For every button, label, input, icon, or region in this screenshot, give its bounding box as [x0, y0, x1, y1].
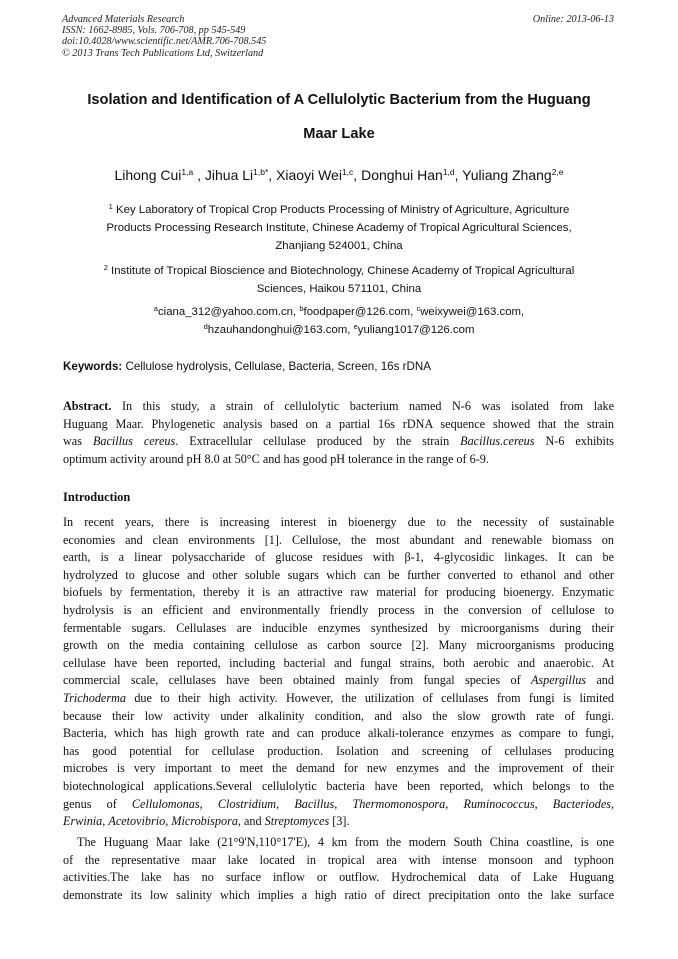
keywords-text: Cellulose hydrolysis, Cellulase, Bacteria, Screen, 16s rDNA	[125, 360, 431, 373]
abstract-text: N-6 exhibits	[534, 434, 614, 449]
journal-name: Advanced Materials Research	[62, 14, 185, 25]
genus-name: Streptomyces	[264, 814, 330, 829]
author-affiliation-mark: 1,c	[341, 167, 354, 177]
email-address[interactable]: ciana_312@yahoo.com.cn	[157, 306, 294, 318]
online-date: Online: 2013-06-13	[532, 14, 614, 25]
separator: ,	[445, 796, 464, 811]
body-line: fermentable sugars. Cellulases are inducible enzymes synthesized by microorganisms during their	[63, 620, 614, 635]
author-affiliation-mark: 2,e	[551, 167, 564, 177]
citation: [3].	[329, 814, 350, 829]
genus-name: Ruminococcus	[463, 796, 535, 811]
author-name: Yuliang Zhang	[462, 167, 552, 183]
abstract-text: optimum activity around pH 8.0 at 50°C and has good pH tolerance in the range of 6-9.	[63, 451, 489, 466]
body-line: activities.The lake has no surface inflow or outflow. Hydrochemical data of Lake Huguang	[63, 870, 614, 885]
abstract	[63, 398, 614, 468]
body-line: cellulase have been reported, including bacterial and fungal strains, both aerobic and anaerobic. At	[63, 655, 614, 670]
genus-name: Clostridium	[217, 796, 277, 811]
author-name: Donghui Han	[361, 167, 443, 183]
body-line: because their low activity under alkalinity condition, and also the slow growth rate of fungi.	[63, 708, 614, 723]
journal-header	[62, 14, 614, 59]
separator: ,	[102, 814, 109, 829]
intro-paragraph-2	[63, 834, 614, 904]
separator: ,	[276, 796, 295, 811]
body-line: has good potential for cellulase production. Isolation and screening of cellulases producing	[63, 743, 614, 758]
author-name: Lihong Cui	[114, 167, 182, 183]
email-mark: b	[299, 304, 304, 313]
body-line: economies and clean environments [1]. Cellulose, the most abundant and renewable biomass on	[63, 532, 614, 547]
abstract-text: was	[63, 434, 93, 449]
author-list: Lihong Cui$^{1,a}$ , Jihua $Li^{1,b*}$, Xiaoyi Wei$^{1,c}$, Donghui Han$^{1,d}$, Yuliang Zhang$^{2,e}$	[114, 167, 564, 183]
genus-name: Erwinia	[63, 814, 103, 829]
body-line: The Huguang Maar lake (21°9'N,110°17'E), 4 km from the modern South China coastline, is one	[77, 835, 614, 849]
body-line: earth, is a linear polysaccharide of glucose residues with β-1, 4-glycosidic linkages. It can be	[63, 550, 614, 565]
body-line: hydrolyzed to glucose and other soluble sugars which can be further converted to ethanol and other	[63, 567, 614, 582]
affiliation-number: 2	[103, 263, 108, 272]
genus-name: Thermomonospora	[352, 796, 446, 811]
affiliation-line: Products Processing Research Institute, Chinese Academy of Tropical Agricultural Sciences,	[106, 222, 572, 234]
affiliation-2	[60, 262, 618, 298]
genus-name: Bacillus	[294, 796, 335, 811]
affiliation-line: Zhanjiang 524001, China	[275, 240, 403, 252]
body-line: genus of	[63, 796, 132, 811]
author-affiliation-mark: 1,d	[442, 167, 455, 177]
email-mark: d	[203, 322, 208, 331]
body-line: and	[586, 673, 614, 688]
section-heading-introduction: Introduction	[63, 490, 131, 504]
body-line: microbes is very important to meet the demand for new enzymes and the improvement of their	[63, 761, 614, 776]
body-line: hydrolysis is an efficient and environmentally friendly process in the conversion of cellulose to	[63, 602, 614, 617]
affiliation-line: Institute of Tropical Bioscience and Biotechnology, Chinese Academy of Tropical Agricultural	[111, 265, 575, 277]
separator: ,	[334, 796, 353, 811]
genus-name: Bacteriodes	[552, 796, 612, 811]
author-affiliation-mark: 1,a	[181, 167, 194, 177]
keywords-label: Keywords:	[63, 360, 123, 373]
separator: , and	[237, 814, 265, 829]
body-line: biofuels by fermentation, thereby it is an attractive raw material for producing bioenergy. Enzymatic	[63, 585, 614, 600]
doi-line[interactable]: doi:10.4028/www.scientific.net/AMR.706-708.545	[62, 36, 267, 48]
body-line: demonstrate its low salinity which implies a high ratio of direct precipitation onto the lake surface	[63, 887, 614, 902]
email-mark: c	[416, 304, 421, 313]
genus-name: Trichoderma	[63, 690, 126, 705]
genus-name: Aspergillus	[530, 673, 587, 688]
author-name: Jihua Li	[204, 167, 254, 183]
issn-line: ISSN: 1662-8985, Vols. 706-708, pp 545-549	[62, 25, 246, 37]
genus-name: Acetovibrio	[108, 814, 166, 829]
email-address[interactable]: yuliang1017@126.com	[357, 324, 475, 336]
abstract-text: In this study, a strain of cellulolytic bacterium named N-6 was isolated from lake	[121, 399, 614, 413]
separator: ,	[165, 814, 172, 829]
author-affiliation-mark: 1,b*	[253, 167, 269, 177]
email-address[interactable]: weixywei@163.com	[420, 306, 522, 318]
body-line: growth on the media containing cellulose as carbon source [2]. Many microorganisms producing	[63, 638, 614, 653]
abstract-text: Huguang Maar. Phylogenetic analysis based on a partial 16s rDNA sequence showed that the strain	[63, 416, 614, 431]
affiliation-number: 1	[108, 202, 113, 211]
body-line: In recent years, there is increasing interest in bioenergy due to the necessity of sustainable	[63, 515, 614, 529]
paper-title-line-1: Isolation and Identification of A Cellulolytic Bacterium from the Huguang	[87, 92, 591, 108]
separator: ,	[611, 796, 615, 811]
body-line: due to their high activity. However, the utilization of cellulases from fungi is limited	[125, 690, 614, 705]
paper-title-line-2: Maar Lake	[303, 126, 375, 142]
affiliation-1	[60, 201, 618, 255]
body-line: Bacteria, which has high growth rate and can produce alkali-tolerance enzymes as compare to fungi,	[63, 726, 614, 741]
email-list: $^a$ciana_312@yahoo.com.cn, $^b$foodpaper@126.com, $^c$weixywei@163.com, $^d$hzauhandonghui@163.com, $^e$yuliang1017@126.com	[153, 304, 525, 336]
separator: ,	[534, 796, 553, 811]
email-address[interactable]: foodpaper@126.com	[303, 306, 411, 318]
body-line: commercial scale, cellulases have been obtained mainly from fungal species of	[63, 673, 531, 688]
email-mark: a	[153, 304, 158, 313]
genus-name: Microbispora	[171, 814, 238, 829]
species-name: Bacillus cereus	[92, 434, 176, 449]
abstract-text: . Extracellular cellulase produced by the strain	[175, 434, 461, 449]
email-mark: e	[353, 322, 358, 331]
affiliation-line: Sciences, Haikou 571101, China	[256, 283, 422, 295]
intro-paragraph-1	[63, 514, 614, 831]
body-line: biotechnological applications.Several cellulolytic bacteria have been reported, which belongs to the	[63, 778, 614, 793]
author-name: Xiaoyi Wei	[276, 167, 342, 183]
genus-name: Cellulomonas	[131, 796, 200, 811]
copyright-line: © 2013 Trans Tech Publications Ltd, Switzerland	[62, 47, 264, 59]
separator: ,	[199, 796, 218, 811]
abstract-label: Abstract.	[63, 399, 112, 413]
body-line: of the representative maar lake located in tropical area with intense monsoon and typhoon	[63, 852, 614, 867]
email-address[interactable]: hzauhandonghui@163.com	[207, 324, 348, 336]
species-name: Bacillus.cereus	[460, 434, 535, 449]
keywords	[63, 360, 431, 373]
affiliation-line: Key Laboratory of Tropical Crop Products Processing of Ministry of Agriculture, Agriculture	[116, 204, 570, 216]
